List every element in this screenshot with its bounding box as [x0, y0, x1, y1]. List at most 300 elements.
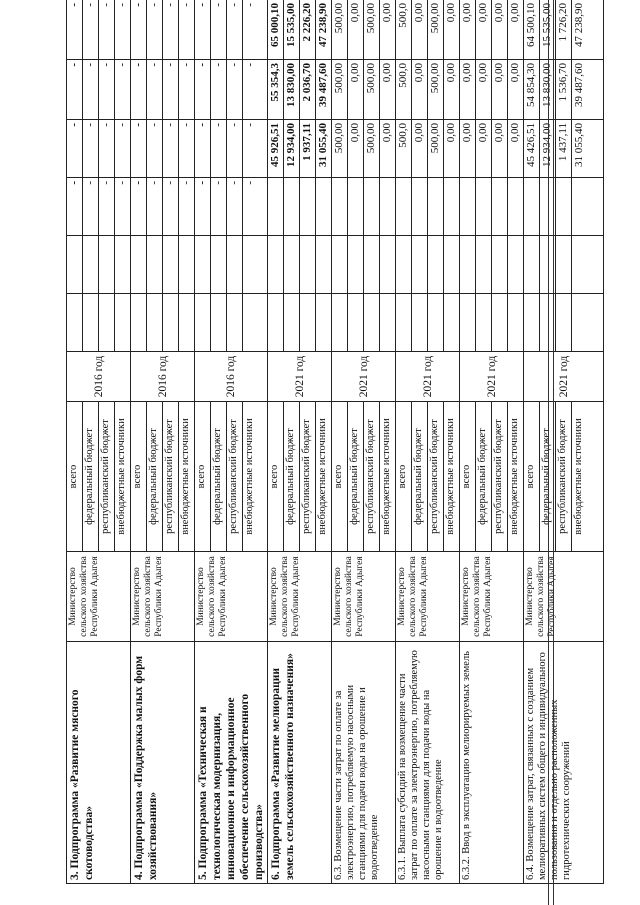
amount-empty — [508, 236, 523, 293]
amount-empty — [348, 178, 364, 235]
funding-sources-cell — [396, 402, 460, 552]
amount-cell — [131, 178, 195, 236]
amount-empty — [572, 178, 587, 235]
amount-value: 500,00 — [428, 0, 444, 59]
amount-value: - — [131, 178, 147, 235]
amount-empty — [444, 236, 459, 293]
executor-cell: Министерство сельского хозяйства Республики Адыгея — [195, 552, 268, 642]
amount-empty — [428, 236, 444, 293]
budget-table — [66, 0, 604, 884]
amount-value: 2 036,70 — [300, 60, 316, 119]
amount-cell — [460, 236, 524, 294]
amount-cell — [131, 0, 195, 60]
funding-source-label: внебюджетные источники — [509, 418, 520, 535]
amount-cell — [131, 236, 195, 294]
funding-source-label: республиканский бюджет — [492, 402, 508, 551]
amount-value: - — [211, 178, 227, 235]
amount-value: - — [180, 123, 192, 127]
funding-source-label: федеральный бюджет — [476, 402, 492, 551]
amount-value: - — [227, 178, 243, 235]
amount-value: - — [211, 120, 227, 177]
amount-value: 500,0 — [396, 0, 412, 59]
amount-cell — [67, 0, 131, 60]
funding-source-label: республиканский бюджет — [163, 402, 179, 551]
funding-source-label: республиканский бюджет — [227, 402, 243, 551]
amount-empty — [163, 236, 179, 293]
amount-value: 0,00 — [348, 60, 364, 119]
amount-empty — [163, 294, 179, 351]
year-cell: 2021 год — [268, 352, 332, 402]
amount-value: 500,0 — [396, 120, 412, 177]
amount-value: 55 354,3 — [268, 60, 284, 119]
amount-empty — [227, 294, 243, 351]
amount-empty — [476, 178, 492, 235]
amount-value: 0,00 — [445, 3, 457, 23]
amount-empty — [67, 236, 83, 293]
amount-empty — [243, 294, 258, 351]
amount-cell — [396, 178, 460, 236]
funding-source-label: всего — [67, 402, 83, 551]
amount-value: 500,0 — [396, 60, 412, 119]
amount-cell — [524, 120, 604, 178]
amount-value: - — [180, 181, 192, 185]
amount-empty — [147, 294, 163, 351]
amount-value: 0,00 — [445, 123, 457, 143]
amount-value: - — [163, 120, 179, 177]
amount-empty — [380, 294, 395, 351]
amount-value: - — [131, 0, 147, 59]
amount-empty — [300, 236, 316, 293]
amount-value: 47 238,90 — [573, 3, 585, 47]
amount-value: 1 726,20 — [556, 0, 572, 59]
amount-empty — [428, 294, 444, 351]
amount-value: - — [99, 0, 115, 59]
amount-empty — [147, 236, 163, 293]
amount-cell — [396, 0, 460, 60]
amount-cell — [195, 120, 268, 178]
funding-source-label: всего — [332, 402, 348, 551]
amount-value: - — [147, 120, 163, 177]
amount-cell — [131, 60, 195, 120]
amount-cell — [195, 0, 268, 60]
funding-sources-cell — [67, 402, 131, 552]
amount-empty — [179, 294, 194, 351]
amount-empty — [211, 236, 227, 293]
amount-cell — [460, 294, 524, 352]
amount-value: 0,00 — [445, 63, 457, 83]
amount-value: 0,00 — [412, 120, 428, 177]
amount-value: 500,00 — [332, 0, 348, 59]
amount-value: - — [163, 60, 179, 119]
amount-empty — [284, 178, 300, 235]
amount-value: 0,00 — [381, 123, 393, 143]
funding-source-label: всего — [524, 402, 540, 551]
amount-value: - — [83, 60, 99, 119]
amount-value: 0,00 — [476, 60, 492, 119]
amount-empty — [364, 236, 380, 293]
amount-empty — [460, 178, 476, 235]
amount-value: - — [227, 0, 243, 59]
amount-cell — [332, 178, 396, 236]
amount-value: 15 535,00 — [540, 0, 556, 59]
amount-cell — [67, 60, 131, 120]
funding-sources-cell — [524, 402, 604, 552]
amount-value: 500,00 — [428, 120, 444, 177]
amount-value: - — [116, 123, 128, 127]
amount-empty — [396, 294, 412, 351]
amount-value: 1 437,11 — [556, 120, 572, 177]
amount-empty — [115, 236, 130, 293]
executor-cell: Министерство сельского хозяйства Республики Адыгея — [396, 552, 460, 642]
table-row — [268, 0, 332, 884]
funding-source-label: внебюджетные источники — [573, 418, 584, 535]
year-cell: 2021 год — [396, 352, 460, 402]
amount-empty — [316, 178, 331, 235]
amount-empty — [348, 294, 364, 351]
funding-source-label: внебюджетные источники — [116, 418, 127, 535]
table-row — [332, 0, 396, 884]
funding-source-label: федеральный бюджет — [412, 402, 428, 551]
funding-source-label: федеральный бюджет — [284, 402, 300, 551]
amount-cell — [460, 178, 524, 236]
amount-cell — [460, 60, 524, 120]
amount-value: 45 926,51 — [268, 120, 284, 177]
amount-value: - — [67, 0, 83, 59]
amount-value: 54 854,30 — [524, 60, 540, 119]
amount-empty — [195, 236, 211, 293]
amount-empty — [83, 294, 99, 351]
year-cell: 2021 год — [332, 352, 396, 402]
funding-sources-cell — [332, 402, 396, 552]
row-title: 6.3.1. Выплата субсидий на возмещение части затрат по оплате за электроэнергию, потребляемую насосными станциями для подачи воды на орошение и водоотведение — [396, 642, 460, 884]
amount-value: - — [227, 60, 243, 119]
table-row — [131, 0, 195, 884]
amount-value: 0,00 — [460, 60, 476, 119]
amount-value: - — [116, 181, 128, 185]
rotated-page-content — [66, 0, 613, 884]
amount-empty — [476, 294, 492, 351]
amount-value: - — [195, 178, 211, 235]
amount-value: - — [195, 60, 211, 119]
amount-value: 1 937,11 — [300, 120, 316, 177]
amount-value: 45 426,51 — [524, 120, 540, 177]
margin-double-line — [548, 0, 554, 905]
amount-value: - — [83, 0, 99, 59]
amount-empty — [284, 294, 300, 351]
amount-value: - — [244, 181, 256, 185]
amount-value: 0,00 — [412, 60, 428, 119]
amount-empty — [524, 178, 540, 235]
year-cell: 2016 год — [195, 352, 268, 402]
amount-value: 39 487,60 — [573, 63, 585, 107]
amount-cell — [524, 0, 604, 60]
amount-value: - — [211, 60, 227, 119]
amount-value: - — [147, 60, 163, 119]
row-title: 6. Подпрограмма «Развитие мелиорации земель сельскохозяйственного назначения» — [268, 642, 332, 884]
amount-value: 13 830,00 — [540, 60, 556, 119]
amount-empty — [572, 236, 587, 293]
funding-source-label: республиканский бюджет — [364, 402, 380, 551]
amount-value: 31 055,40 — [573, 123, 585, 167]
amount-empty — [268, 236, 284, 293]
year-cell: 2021 год — [460, 352, 524, 402]
amount-empty — [412, 236, 428, 293]
funding-source-label: федеральный бюджет — [211, 402, 227, 551]
amount-empty — [115, 294, 130, 351]
amount-cell — [195, 60, 268, 120]
amount-empty — [412, 178, 428, 235]
amount-empty — [524, 236, 540, 293]
amount-empty — [380, 178, 395, 235]
amount-empty — [444, 178, 459, 235]
year-cell: 2016 год — [131, 352, 195, 402]
amount-value: - — [83, 178, 99, 235]
amount-value: 12 934,00 — [540, 120, 556, 177]
year-cell: 2016 год — [67, 352, 131, 402]
amount-value: 0,00 — [492, 0, 508, 59]
table-row — [460, 0, 524, 884]
executor-cell: Министерство сельского хозяйства Республики Адыгея — [131, 552, 195, 642]
amount-cell — [268, 236, 332, 294]
funding-source-label: федеральный бюджет — [147, 402, 163, 551]
amount-value: - — [163, 0, 179, 59]
amount-value: 500,00 — [364, 120, 380, 177]
amount-cell — [131, 294, 195, 352]
amount-empty — [300, 178, 316, 235]
funding-source-label: внебюджетные источники — [180, 418, 191, 535]
amount-value: 0,00 — [492, 60, 508, 119]
funding-source-label: федеральный бюджет — [540, 402, 556, 551]
amount-value: 500,00 — [332, 60, 348, 119]
table-row — [396, 0, 460, 884]
amount-cell — [268, 120, 332, 178]
amount-value: 12 934,00 — [284, 120, 300, 177]
funding-source-label: республиканский бюджет — [428, 402, 444, 551]
funding-source-label: республиканский бюджет — [99, 402, 115, 551]
amount-cell — [396, 120, 460, 178]
amount-empty — [316, 236, 331, 293]
amount-cell — [195, 178, 268, 236]
amount-cell — [268, 0, 332, 60]
amount-value: - — [227, 120, 243, 177]
executor-cell: Министерство сельского хозяйства Республики Адыгея — [460, 552, 524, 642]
amount-value: 0,00 — [492, 120, 508, 177]
executor-cell: Министерство сельского хозяйства Республики Адыгея — [524, 552, 604, 642]
row-title: 5. Подпрограмма «Техническая и технологическая модернизация, инновационное и информационное обеспечение сельскохозяйственного производства» — [195, 642, 268, 884]
amount-value: 0,00 — [460, 0, 476, 59]
amount-value: 0,00 — [381, 63, 393, 83]
amount-value: 500,00 — [428, 60, 444, 119]
amount-value: 65 000,10 — [268, 0, 284, 59]
amount-cell — [332, 60, 396, 120]
amount-value: 0,00 — [509, 3, 521, 23]
amount-cell — [131, 120, 195, 178]
amount-empty — [364, 294, 380, 351]
funding-source-label: всего — [460, 402, 476, 551]
amount-empty — [492, 178, 508, 235]
row-title: 3. Подпрограмма «Развитие мясного скотоводства» — [67, 642, 131, 884]
amount-value: 0,00 — [509, 123, 521, 143]
amount-value: 0,00 — [348, 0, 364, 59]
amount-empty — [492, 294, 508, 351]
executor-cell: Министерство сельского хозяйства Республики Адыгея — [268, 552, 332, 642]
row-title: 6.3.2. Ввод в эксплуатацию мелиорируемых земель — [460, 642, 524, 884]
amount-cell — [332, 236, 396, 294]
amount-value: - — [163, 178, 179, 235]
amount-cell — [67, 236, 131, 294]
executor-cell: Министерство сельского хозяйства Республики Адыгея — [332, 552, 396, 642]
table-row — [67, 0, 131, 884]
amount-cell — [524, 178, 604, 236]
amount-value: 0,00 — [509, 63, 521, 83]
table-row — [524, 0, 604, 884]
amount-empty — [412, 294, 428, 351]
amount-value: 47 238,90 — [317, 3, 329, 47]
amount-value: 0,00 — [476, 0, 492, 59]
row-title: 4. Подпрограмма «Поддержка малых форм хозяйствования» — [131, 642, 195, 884]
amount-value: 500,00 — [364, 60, 380, 119]
amount-value: - — [67, 60, 83, 119]
amount-cell — [67, 120, 131, 178]
amount-empty — [524, 294, 540, 351]
amount-value: - — [195, 120, 211, 177]
amount-empty — [227, 236, 243, 293]
funding-source-label: внебюджетные источники — [317, 418, 328, 535]
amount-value: - — [180, 63, 192, 67]
amount-value: 500,00 — [332, 120, 348, 177]
amount-cell — [460, 120, 524, 178]
amount-cell — [67, 294, 131, 352]
funding-sources-cell — [131, 402, 195, 552]
amount-empty — [332, 236, 348, 293]
amount-value: - — [99, 178, 115, 235]
amount-empty — [243, 236, 258, 293]
amount-empty — [67, 294, 83, 351]
amount-value: - — [244, 63, 256, 67]
amount-value: 15 535,00 — [284, 0, 300, 59]
amount-cell — [268, 178, 332, 236]
amount-empty — [460, 294, 476, 351]
amount-value: - — [131, 120, 147, 177]
amount-empty — [556, 294, 572, 351]
amount-cell — [524, 236, 604, 294]
amount-value: 0,00 — [381, 3, 393, 23]
year-cell: 2021 год — [524, 352, 604, 402]
amount-empty — [396, 236, 412, 293]
amount-empty — [556, 178, 572, 235]
funding-sources-cell — [195, 402, 268, 552]
amount-value: - — [83, 120, 99, 177]
amount-empty — [428, 178, 444, 235]
amount-empty — [332, 294, 348, 351]
amount-empty — [131, 294, 147, 351]
funding-source-label: всего — [268, 402, 284, 551]
amount-empty — [348, 236, 364, 293]
amount-cell — [396, 294, 460, 352]
amount-value: - — [244, 3, 256, 7]
amount-cell — [524, 60, 604, 120]
amount-empty — [211, 294, 227, 351]
row-title: 6.3. Возмещение части затрат по оплате за электроэнергию, потребляемую насосными станциями для подачи воды на орошение и водоотведение — [332, 642, 396, 884]
amount-value: 1 536,70 — [556, 60, 572, 119]
amount-empty — [195, 294, 211, 351]
amount-value: 0,00 — [348, 120, 364, 177]
funding-source-label: внебюджетные источники — [244, 418, 255, 535]
amount-cell — [268, 294, 332, 352]
funding-source-label: федеральный бюджет — [83, 402, 99, 551]
funding-source-label: внебюджетные источники — [445, 418, 456, 535]
amount-value: 500,00 — [364, 0, 380, 59]
amount-empty — [396, 178, 412, 235]
funding-source-label: федеральный бюджет — [348, 402, 364, 551]
amount-empty — [476, 236, 492, 293]
amount-value: - — [147, 178, 163, 235]
amount-empty — [316, 294, 331, 351]
table-row — [195, 0, 268, 884]
amount-value: 0,00 — [460, 120, 476, 177]
amount-value: 13 830,00 — [284, 60, 300, 119]
amount-value: 31 055,40 — [317, 123, 329, 167]
funding-sources-cell — [268, 402, 332, 552]
amount-value: - — [67, 178, 83, 235]
amount-value: - — [147, 0, 163, 59]
amount-value: 64 500,10 — [524, 0, 540, 59]
amount-empty — [179, 236, 194, 293]
amount-cell — [67, 178, 131, 236]
amount-empty — [131, 236, 147, 293]
amount-empty — [572, 294, 587, 351]
amount-value: - — [99, 60, 115, 119]
amount-cell — [332, 120, 396, 178]
amount-cell — [460, 0, 524, 60]
funding-source-label: республиканский бюджет — [300, 402, 316, 551]
amount-empty — [300, 294, 316, 351]
amount-empty — [99, 236, 115, 293]
amount-empty — [99, 294, 115, 351]
amount-empty — [444, 294, 459, 351]
amount-cell — [268, 60, 332, 120]
amount-value: - — [67, 120, 83, 177]
amount-empty — [460, 236, 476, 293]
funding-sources-cell — [460, 402, 524, 552]
amount-value: 39 487,60 — [317, 63, 329, 107]
amount-cell — [195, 236, 268, 294]
amount-value: 2 226,20 — [300, 0, 316, 59]
amount-value: - — [180, 3, 192, 7]
amount-cell — [332, 294, 396, 352]
amount-cell — [396, 60, 460, 120]
amount-value: - — [195, 0, 211, 59]
amount-value: - — [116, 3, 128, 7]
amount-value: - — [131, 60, 147, 119]
amount-value: - — [211, 0, 227, 59]
amount-value: - — [116, 63, 128, 67]
funding-source-label: всего — [396, 402, 412, 551]
amount-empty — [556, 236, 572, 293]
amount-empty — [492, 236, 508, 293]
amount-cell — [195, 294, 268, 352]
amount-empty — [83, 236, 99, 293]
amount-value: - — [99, 120, 115, 177]
funding-source-label: внебюджетные источники — [381, 418, 392, 535]
funding-source-label: всего — [131, 402, 147, 551]
amount-cell — [524, 294, 604, 352]
amount-empty — [284, 236, 300, 293]
amount-empty — [380, 236, 395, 293]
amount-value: - — [244, 123, 256, 127]
executor-cell: Министерство сельского хозяйства Республики Адыгея — [67, 552, 131, 642]
amount-empty — [268, 294, 284, 351]
